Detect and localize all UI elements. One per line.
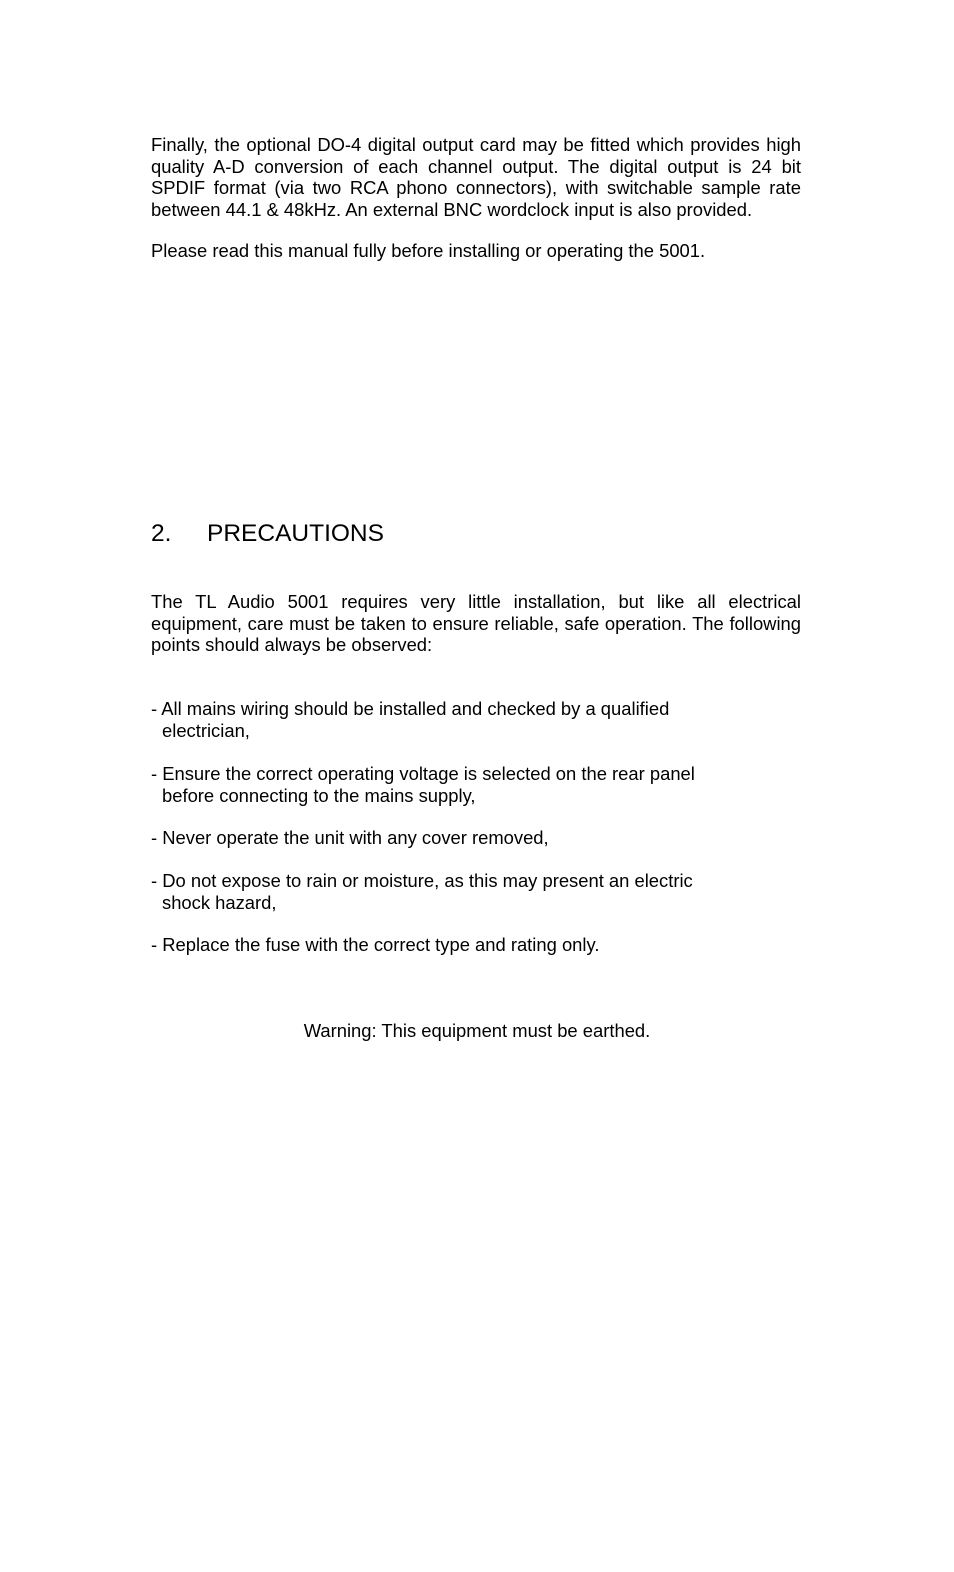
precaution-item [151,827,751,849]
precaution-item [151,698,751,742]
precaution-item-text: - Do not expose to rain or moisture, as this may present an electric [151,870,693,891]
section-title: PRECAUTIONS [207,520,384,547]
section-number: 2. [151,520,172,547]
precautions-intro-paragraph: The TL Audio 5001 requires very little installation, but like all electrical equipment, care must be taken to ensure reliable, safe operation. The following points should always be observed: [151,591,801,655]
precaution-item [151,763,751,807]
precaution-item-text: - Never operate the unit with any cover removed, [151,827,549,848]
precaution-item-text: - All mains wiring should be installed and checked by a qualified [151,698,670,719]
read-manual-note: Please read this manual fully before installing or operating the 5001. [151,240,706,261]
section-heading [151,519,384,549]
precaution-item [151,870,751,914]
earthing-warning: Warning: This equipment must be earthed. [303,1020,651,1041]
precaution-item-continuation: electrician, [162,720,250,741]
precaution-item-text: - Ensure the correct operating voltage is selected on the rear panel [151,763,695,784]
precaution-item [151,934,751,956]
precaution-item-continuation: shock hazard, [162,892,277,913]
precaution-item-continuation: before connecting to the mains supply, [162,785,476,806]
intro-paragraph: Finally, the optional DO-4 digital output card may be fitted which provides high quality A-D conversion of each channel output. The digital output is 24 bit SPDIF format (via two RCA phono connectors), with switchable sample rate between 44.1 & 48kHz. An external BNC wordclock input is also provided. [151,134,801,220]
precaution-item-text: - Replace the fuse with the correct type and rating only. [151,934,600,955]
